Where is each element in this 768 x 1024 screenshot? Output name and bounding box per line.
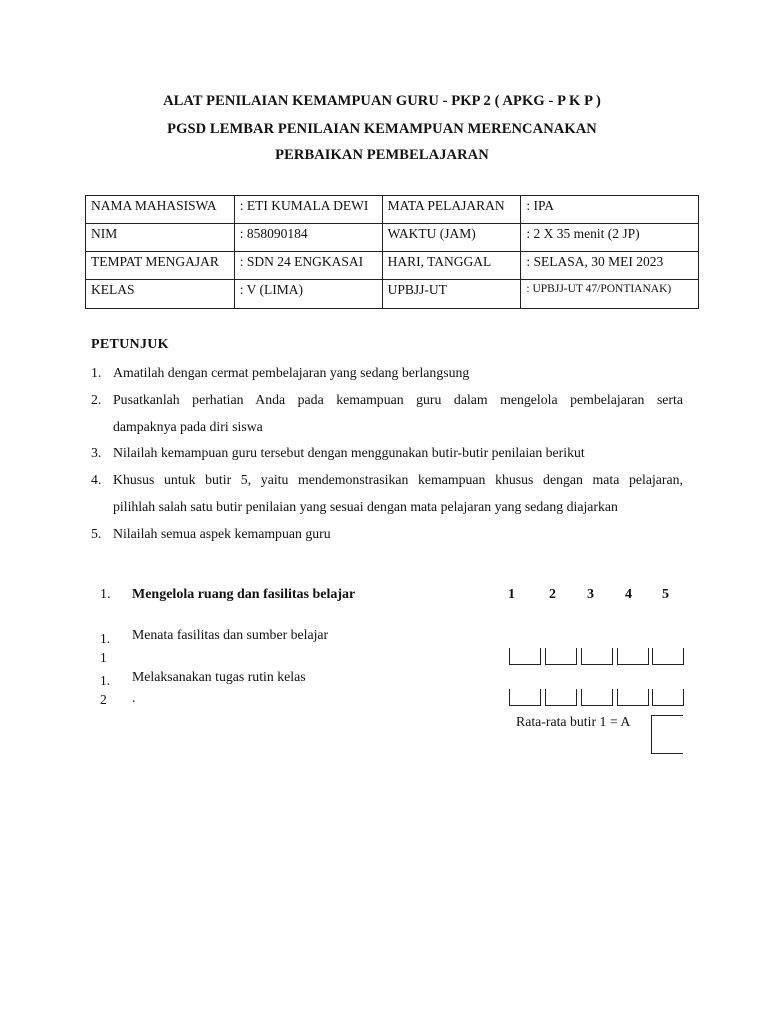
label-tempat-mengajar: TEMPAT MENGAJAR	[86, 252, 235, 280]
petunjuk-heading: PETUNJUK	[91, 337, 169, 352]
value-mata-pelajaran: : IPA	[521, 196, 699, 224]
score-box-1[interactable]	[509, 689, 541, 706]
instruction-number: 2.	[91, 392, 102, 407]
value-hari-tanggal: : SELASA, 30 MEI 2023	[521, 252, 699, 280]
header-title-line-3: PERBAIKAN PEMBELAJARAN	[275, 147, 489, 163]
item-text: Melaksanakan tugas rutin kelas	[132, 669, 306, 684]
score-box-4[interactable]	[617, 648, 649, 665]
label-upbjj: UPBJJ-UT	[382, 280, 521, 309]
label-kelas: KELAS	[86, 280, 235, 309]
value-upbjj: : UPBJJ-UT 47/PONTIANAK)	[521, 280, 699, 309]
section-number: 1.	[100, 587, 111, 602]
score-box-5[interactable]	[652, 648, 684, 665]
table-row	[86, 224, 699, 252]
label-nim: NIM	[86, 224, 235, 252]
value-kelas: : V (LIMA)	[234, 280, 382, 309]
label-waktu: WAKTU (JAM)	[382, 224, 521, 252]
score-box-2[interactable]	[545, 648, 577, 665]
table-row	[86, 196, 699, 224]
label-mata-pelajaran: MATA PELAJARAN	[382, 196, 521, 224]
value-nama-mahasiswa: : ETI KUMALA DEWI	[234, 196, 382, 224]
header-title-line-1: ALAT PENILAIAN KEMAMPUAN GURU - PKP 2 ( APKG - P K P )	[163, 93, 601, 109]
score-box-1[interactable]	[509, 648, 541, 665]
value-nim: : 858090184	[234, 224, 382, 252]
average-label: Rata-rata butir 1 = A	[516, 714, 631, 729]
label-hari-tanggal: HARI, TANGGAL	[382, 252, 521, 280]
instruction-text: Khusus untuk butir 5, yaitu mendemonstrasikan kemampuan khusus dengan mata pelajaran,	[113, 472, 683, 487]
table-row	[86, 280, 699, 309]
instruction-text: Amatilah dengan cermat pembelajaran yang sedang berlangsung	[113, 365, 470, 380]
average-box[interactable]	[651, 715, 683, 754]
instruction-number: 1.	[91, 365, 102, 380]
score-header-3: 3	[587, 587, 594, 602]
instruction-text-cont: pilihlah salah satu butir penilaian yang sesuai dengan mata pelajaran yang sedang diajarkan	[113, 499, 618, 514]
item-number-major: 1.	[100, 673, 111, 688]
instruction-text-cont: dampaknya pada diri siswa	[113, 419, 263, 434]
header-title-line-2: PGSD LEMBAR PENILAIAN KEMAMPUAN MERENCANAKAN	[167, 121, 597, 137]
value-waktu: : 2 X 35 menit (2 JP)	[521, 224, 699, 252]
score-header-5: 5	[662, 587, 669, 602]
item-number-minor: 2	[100, 692, 107, 707]
score-box-2[interactable]	[545, 689, 577, 706]
score-box-3[interactable]	[581, 689, 613, 706]
score-box-5[interactable]	[652, 689, 684, 706]
identity-table	[85, 195, 699, 309]
score-header-2: 2	[549, 587, 556, 602]
value-tempat-mengajar: : SDN 24 ENGKASAI	[234, 252, 382, 280]
instruction-text: Nilailah semua aspek kemampuan guru	[113, 526, 331, 541]
score-header-1: 1	[508, 587, 515, 602]
label-nama-mahasiswa: NAMA MAHASISWA	[86, 196, 235, 224]
item-number	[100, 673, 110, 708]
score-header-4: 4	[625, 587, 632, 602]
item-text: Menata fasilitas dan sumber belajar	[132, 627, 329, 642]
instruction-number: 3.	[91, 445, 102, 460]
score-box-4[interactable]	[617, 689, 649, 706]
item-number	[100, 631, 110, 666]
item-number-major: 1.	[100, 631, 111, 646]
section-title: Mengelola ruang dan fasilitas belajar	[132, 587, 356, 602]
score-box-3[interactable]	[581, 648, 613, 665]
instruction-text: Nilailah kemampuan guru tersebut dengan menggunakan butir-butir penilaian berikut	[113, 445, 585, 460]
instruction-number: 5.	[91, 526, 102, 541]
instruction-number: 4.	[91, 472, 102, 487]
instruction-text: Pusatkanlah perhatian Anda pada kemampuan guru dalam mengelola pembelajaran serta	[113, 392, 683, 407]
item-number-minor: 1	[100, 650, 107, 665]
item-text-extra: .	[132, 690, 136, 705]
table-row	[86, 252, 699, 280]
